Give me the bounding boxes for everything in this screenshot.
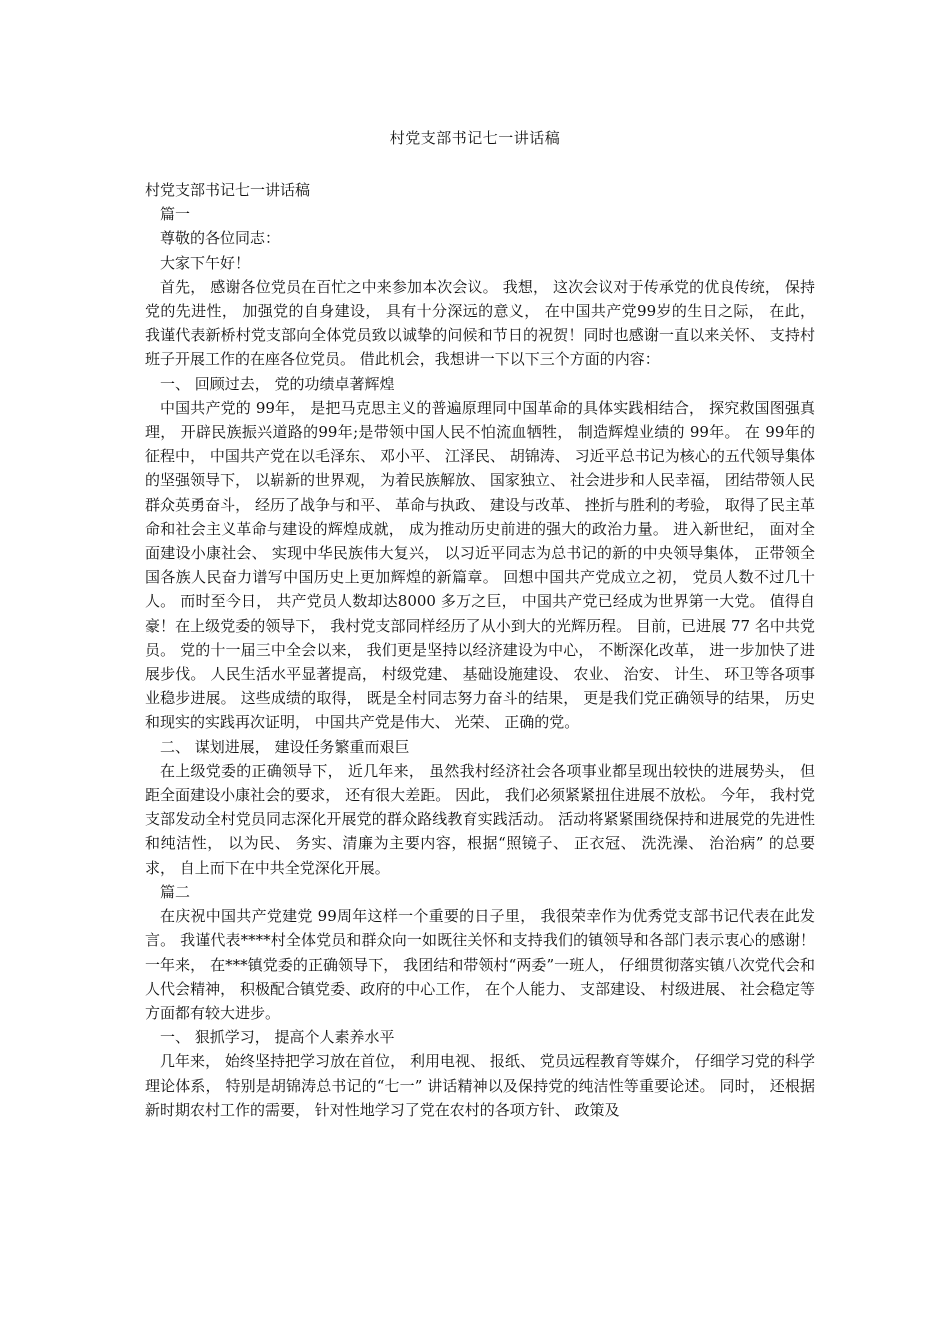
section-label: 篇二 bbox=[160, 882, 191, 901]
section-label: 篇一 bbox=[160, 205, 191, 224]
section-heading: 一、 回顾过去， 党的功绩卓著辉煌 bbox=[160, 374, 395, 393]
document-body bbox=[145, 178, 815, 1122]
section-heading: 一、 狠抓学习， 提高个人素养水平 bbox=[160, 1028, 395, 1047]
salutation: 尊敬的各位同志： bbox=[160, 229, 281, 248]
paragraph: 首先， 感谢各位党员在百忙之中来参加本次会议。 我想， 这次会议对于传承党的优良传统， 保持党的先进性， 加强党的自身建设， 具有十分深远的意义， 在中国共产党99岁的生日之际， 在此， 我谨代表新桥村党支部向全体党员致以诚挚的问候和节日的祝贺！同时也感谢一直以来关怀、 支持村班子开展工作的在座各位党员。 借此机会，我想讲一下以下三个方面的内容： bbox=[145, 277, 815, 369]
greeting: 大家下午好！ bbox=[160, 253, 251, 272]
body-heading: 村党支部书记七一讲话稿 bbox=[145, 181, 311, 199]
paragraph: 在庆祝中国共产党建党 99周年这样一个重要的日子里， 我很荣幸作为优秀党支部书记代表在此发言。 我谨代表****村全体党员和群众向一如既往关怀和支持我们的镇领导和各部门表示衷心的感谢！一年来， 在***镇党委的正确领导下， 我团结和带领村“两委”一班人， 仔细贯彻落实镇八次党代会和人代会精神， 积极配合镇党委、政府的中心工作， 在个人能力、 支部建设、 村级进展、 社会稳定等方面都有较大进步。 bbox=[145, 907, 815, 1022]
page-title: 村党支部书记七一讲话稿 bbox=[389, 129, 561, 147]
paragraph: 在上级党委的正确领导下， 近几年来， 虽然我村经济社会各项事业都呈现出较快的进展势头， 但距全面建设小康社会的要求， 还有很大差距。 因此， 我们必须紧紧扭住进展不放松。 今年， 我村党支部发动全村党员同志深化开展党的群众路线教育实践活动。 活动将紧紧围绕保持和进展党的先进性和纯洁性， 以为民、 务实、清廉为主要内容，根据“照镜子、 正衣冠、 洗洗澡、 治治病” 的总要求， 自上而下在中共全党深化开展。 bbox=[145, 761, 815, 877]
paragraph: 中国共产党的 99年， 是把马克思主义的普遍原理同中国革命的具体实践相结合， 探究救国图强真理， 开辟民族振兴道路的99年;是带领中国人民不怕流血牺牲， 制造辉煌业绩的 99年。 在 99年的征程中， 中国共产党在以毛泽东、 邓小平、 江泽民、 胡锦涛、 习近平总书记为核心的五代领导集体的坚强领导下， 以崭新的世界观， 为着民族解放、 国家独立、 社会进步和人民幸福， 团结带领人民群众英勇奋斗， 经历了战争与和平、 革命与执政、 建设与改革、 挫折与胜利的考验， 取得了民主革命和社会主义革命与建设的辉煌成就， 成为推动历史前进的强大的政治力量。 进入新世纪， 面对全面建设小康社会、 实现中华民族伟大复兴， 以习近平同志为总书记的新的中央领导集体， 正带领全国各族人民奋力谱写中国历史上更加辉煌的新篇章。 回想中国共产党成立之初， 党员人数不过几十人。 而时至今日， 共产党员人数却达8000 多万之巨， 中国共产党已经成为世界第一大党。 值得自豪！在上级党委的领导下， 我村党支部同样经历了从小到大的光辉历程。 目前，已进展 77 名中共党员。 党的十一届三中全会以来， 我们更是坚持以经济建设为中心， 不断深化改革， 进一步加快了进展步伐。 人民生活水平显著提高， 村级党建、 基础设施建设、 农业、 治安、 计生、 环卫等各项事业稳步进展。 这些成绩的取得， 既是全村同志努力奋斗的结果， 更是我们党正确领导的结果， 历史和现实的实践再次证明， 中国共产党是伟大、 光荣、 正确的党。 bbox=[145, 398, 815, 732]
section-heading: 二、 谋划进展， 建设任务繁重而艰巨 bbox=[160, 737, 410, 756]
paragraph: 几年来， 始终坚持把学习放在首位， 利用电视、 报纸、 党员远程教育等媒介， 仔细学习党的科学理论体系， 特别是胡锦涛总书记的“七一” 讲话精神以及保持党的纯洁性等重要论述。 同时， 还根据新时期农村工作的需要， 针对性地学习了党在农村的各项方针、 政策及 bbox=[145, 1052, 815, 1119]
